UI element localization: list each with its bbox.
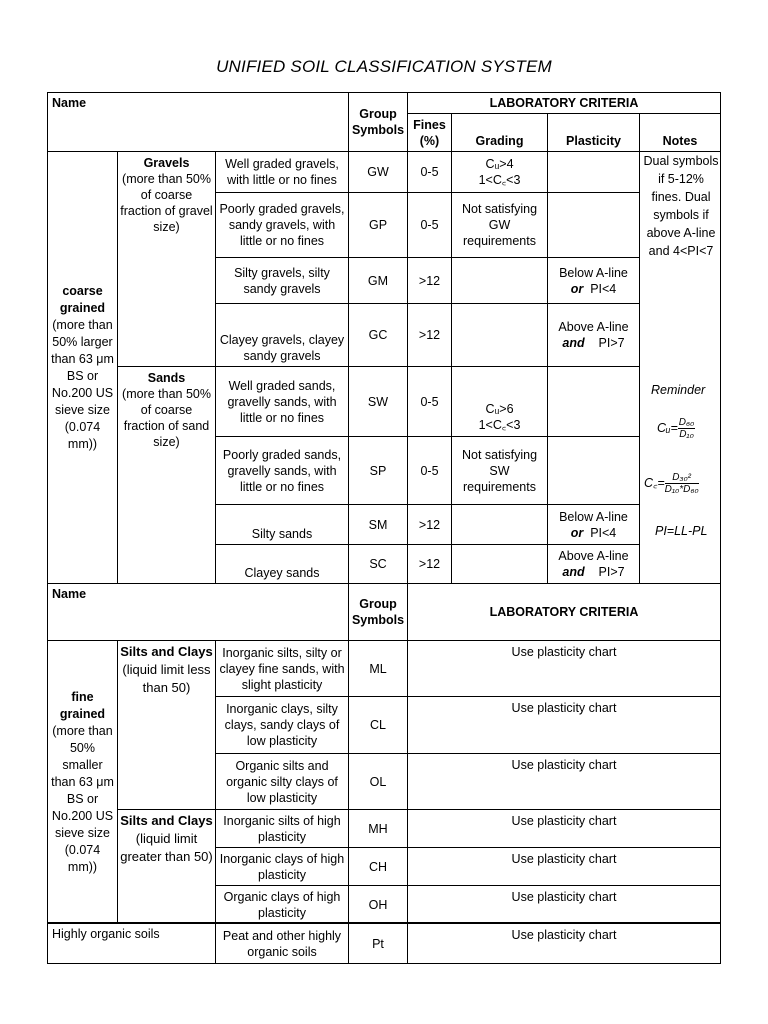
symbol-sp: SP	[348, 436, 408, 505]
header-plasticity: Plasticity	[547, 113, 640, 152]
crit-ml: Use plasticity chart	[407, 640, 721, 697]
notes-reminder: Reminder	[651, 383, 706, 397]
fine-main: fine grained	[59, 689, 106, 721]
plasticity-gm-pi: PI<4	[590, 281, 617, 296]
crit-oh: Use plasticity chart	[407, 885, 721, 924]
sands-desc: (more than 50% of coarse fraction of sand size)	[122, 387, 211, 449]
grading-gm	[451, 257, 548, 304]
cc-num: D₃₀²	[665, 472, 699, 484]
fines-sc: >12	[407, 544, 452, 584]
grading-gw-cu: Cᵤ>4	[485, 157, 514, 171]
plasticity-sc-above: Above A-line	[558, 549, 629, 563]
crit-pt: Use plasticity chart	[407, 922, 721, 964]
symbol-mh: MH	[348, 809, 408, 848]
fines-gp: 0-5	[407, 192, 452, 258]
symbol-ol: OL	[348, 753, 408, 810]
desc-gp: Poorly graded gravels, sandy gravels, with little or no fines	[215, 192, 349, 258]
sands-label: Sands	[147, 371, 186, 385]
symbol-gc: GC	[348, 303, 408, 367]
desc-cl: Inorganic clays, silty clays, sandy clays of low plasticity	[215, 696, 349, 754]
grading-sw	[451, 366, 548, 437]
symbol-sm: SM	[348, 504, 408, 545]
desc-ch: Inorganic clays of high plasticity	[215, 847, 349, 886]
cu-num: D₆₀	[678, 417, 695, 428]
fine-grained-label	[47, 640, 118, 924]
symbol-ml: ML	[348, 640, 408, 697]
page-title: UNIFIED SOIL CLASSIFICATION SYSTEM	[216, 57, 552, 76]
plasticity-sm-pi: PI<4	[590, 525, 617, 540]
symbol-gm: GM	[348, 257, 408, 304]
fine-header-lab-criteria: LABORATORY CRITERIA	[407, 583, 721, 641]
notes-text: Dual symbols if 5-12% fines. Dual symbols if above A-line and 4<PI<7	[643, 154, 719, 258]
organic-desc: Peat and other highly organic soils	[215, 922, 349, 964]
low-plasticity-group	[117, 640, 216, 810]
sands-group	[117, 366, 216, 584]
desc-ml: Inorganic silts, silty or clayey fine sands, with slight plasticity	[215, 640, 349, 697]
plasticity-gm-below: Below A-line	[559, 265, 628, 280]
grading-sw-cu: Cᵤ>6	[485, 402, 514, 416]
desc-sm: Silty sands	[215, 504, 349, 545]
plasticity-gm	[547, 257, 640, 304]
symbol-sw: SW	[348, 366, 408, 437]
desc-mh: Inorganic silts of high plasticity	[215, 809, 349, 848]
plasticity-gp	[547, 192, 640, 258]
crit-mh: Use plasticity chart	[407, 809, 721, 848]
grading-sw-cc: 1<C꜀<3	[478, 418, 521, 432]
fines-sw: 0-5	[407, 366, 452, 437]
symbol-ch: CH	[348, 847, 408, 886]
symbol-cl: CL	[348, 696, 408, 754]
desc-sc: Clayey sands	[215, 544, 349, 584]
plasticity-gc-and: and	[562, 336, 585, 350]
grading-gp: Not satisfying GW requirements	[451, 192, 548, 258]
plasticity-sc-pi: PI>7	[598, 565, 625, 579]
fines-gc: >12	[407, 303, 452, 367]
grading-sp: Not satisfying SW requirements	[451, 436, 548, 505]
grading-sm	[451, 504, 548, 545]
desc-sp: Poorly graded sands, gravelly sands, with little or no fines	[215, 436, 349, 505]
plasticity-gc	[547, 303, 640, 367]
plasticity-sm	[547, 504, 640, 545]
crit-cl: Use plasticity chart	[407, 696, 721, 754]
symbol-gp: GP	[348, 192, 408, 258]
symbol-oh: OH	[348, 885, 408, 924]
desc-gm: Silty gravels, silty sandy gravels	[215, 257, 349, 304]
cc-den: D₁₀*D₆₀	[664, 484, 699, 495]
grading-gw-cc: 1<C꜀<3	[478, 173, 521, 187]
header-group-symbols: Group Symbols	[348, 92, 408, 152]
fines-gw: 0-5	[407, 151, 452, 193]
desc-sw: Well graded sands, gravelly sands, with little or no fines	[215, 366, 349, 437]
gravels-desc: (more than 50% of coarse fraction of gravel size)	[120, 172, 213, 234]
header-notes: Notes	[639, 113, 721, 152]
desc-ol: Organic silts and organic silty clays of low plasticity	[215, 753, 349, 810]
crit-ol: Use plasticity chart	[407, 753, 721, 810]
symbol-sc: SC	[348, 544, 408, 584]
coarse-main: coarse grained	[59, 283, 106, 315]
plasticity-sw	[547, 366, 640, 437]
plasticity-sc	[547, 544, 640, 584]
desc-oh: Organic clays of high plasticity	[215, 885, 349, 924]
symbol-gw: GW	[348, 151, 408, 193]
plasticity-gm-or: or	[570, 281, 584, 296]
gravels-label: Gravels	[143, 156, 190, 170]
gravels-group	[117, 151, 216, 367]
organic-name: Highly organic soils	[47, 922, 216, 964]
plasticity-gc-pi: PI>7	[598, 336, 625, 350]
plasticity-gc-above: Above A-line	[558, 320, 629, 334]
grading-gc	[451, 303, 548, 367]
grading-sc	[451, 544, 548, 584]
plasticity-gw	[547, 151, 640, 193]
grading-gw	[451, 151, 548, 193]
cc-lhs: C꜀=	[644, 475, 665, 490]
fines-sm: >12	[407, 504, 452, 545]
fines-sp: 0-5	[407, 436, 452, 505]
desc-gc: Clayey gravels, clayey sandy gravels	[215, 303, 349, 367]
plasticity-sm-below: Below A-line	[559, 509, 628, 524]
fine-main-desc: (more than 50% smaller than 63 μm BS or No.200 US sieve size (0.074 mm))	[51, 723, 114, 874]
cu-formula	[657, 417, 695, 440]
fine-header-name: Name	[47, 583, 349, 641]
plasticity-sc-and: and	[562, 565, 585, 579]
header-fines: Fines (%)	[407, 113, 452, 152]
header-name: Name	[47, 92, 349, 152]
high-desc: (liquid limit greater than 50)	[120, 831, 213, 864]
header-lab-criteria: LABORATORY CRITERIA	[407, 92, 721, 114]
crit-ch: Use plasticity chart	[407, 847, 721, 886]
plasticity-sp	[547, 436, 640, 505]
pi-formula: PI=LL-PL	[655, 524, 708, 538]
plasticity-sm-or: or	[570, 525, 584, 540]
coarse-grained-label	[47, 151, 118, 584]
high-label: Silts and Clays	[120, 813, 213, 828]
header-grading: Grading	[451, 113, 548, 152]
symbol-pt: Pt	[348, 922, 408, 964]
desc-gw: Well graded gravels, with little or no fines	[215, 151, 349, 193]
low-label: Silts and Clays	[120, 644, 213, 659]
cu-den: D₁₀	[679, 429, 694, 440]
low-desc: (liquid limit less than 50)	[122, 662, 211, 695]
fine-header-group-symbols: Group Symbols	[348, 583, 408, 641]
high-plasticity-group	[117, 809, 216, 924]
cu-lhs: Cᵤ=	[657, 420, 678, 435]
fines-gm: >12	[407, 257, 452, 304]
cc-formula	[644, 472, 699, 495]
coarse-main-desc: (more than 50% larger than 63 μm BS or No.200 US sieve size (0.074 mm))	[51, 317, 114, 451]
